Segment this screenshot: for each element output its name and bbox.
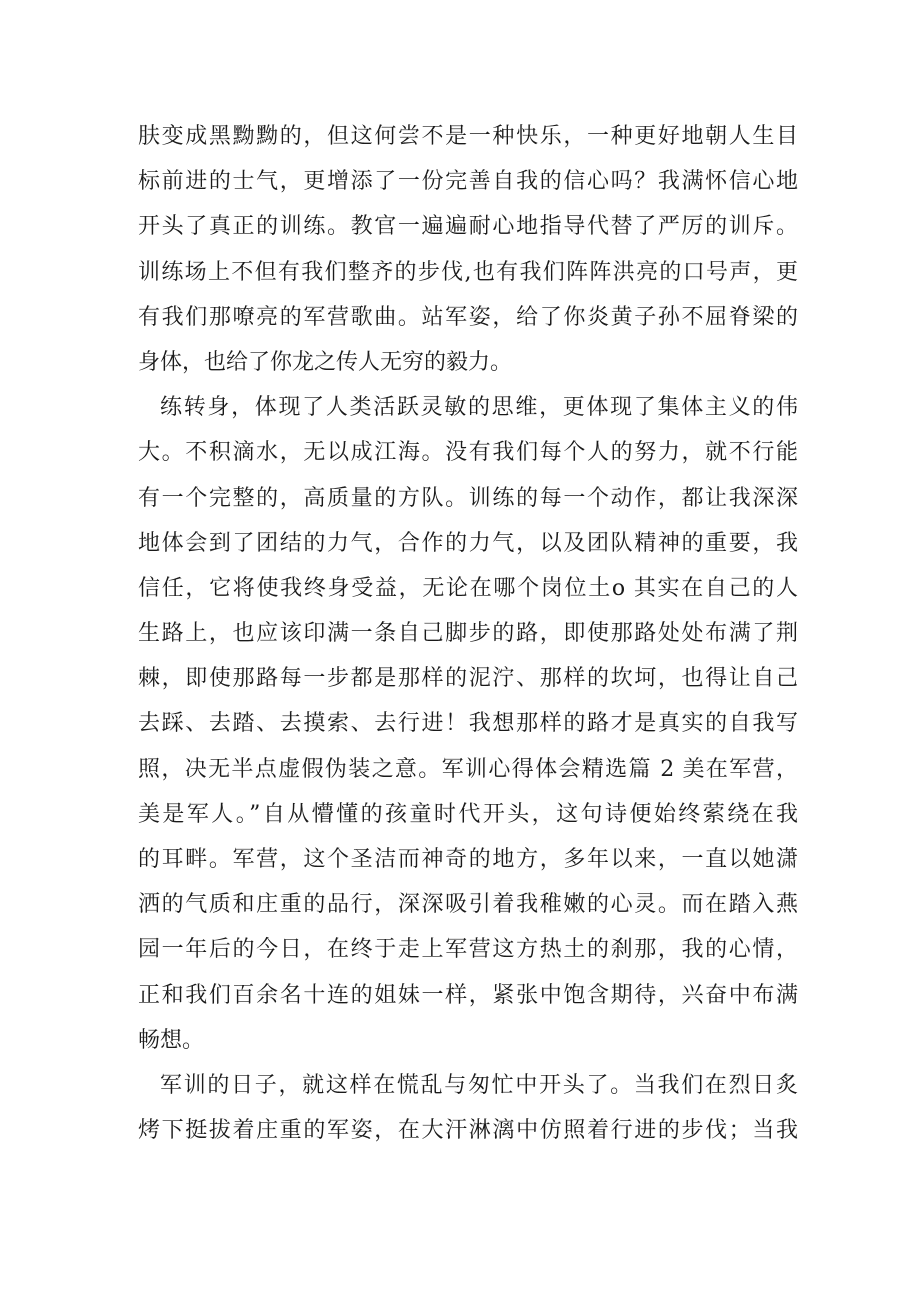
text-line: 练转身，体现了人类活跃灵敏的思维，更体现了集体主义的伟 (160, 395, 798, 421)
text-line: 正和我们百余名十连的姐妹一样，紧张中饱含期待，兴奋中布满 (138, 982, 798, 1008)
text-line: 棘，即使那路每一步都是那样的泥泞、那样的坎坷，也得让自己 (138, 666, 798, 692)
text-line: 去踩、去踏、去摸索、去行进！我想那样的路才是真实的自我写 (138, 711, 798, 737)
text-line: 畅想。 (138, 1027, 205, 1053)
text-line: 园一年后的今日，在终于走上军营这方热土的刹那，我的心情， (138, 937, 798, 963)
text-line: 美是军人。”自从懵懂的孩童时代开头，这句诗便始终萦绕在我 (138, 801, 798, 827)
document-body (138, 114, 798, 1153)
text-line: 生路上，也应该印满一条自己脚步的路，即使那路处处布满了荆 (138, 621, 798, 647)
text-line: 开头了真正的训练。教官一遍遍耐心地指导代替了严厉的训斥。 (138, 214, 798, 240)
text-line: 身体，也给了你龙之传人无穷的毅力。 (138, 349, 513, 375)
text-line: 照，决无半点虚假伪装之意。军训心得体会精选篇 2 美在军营， (138, 756, 798, 782)
text-line: 军训的日子，就这样在慌乱与匆忙中开头了。当我们在烈日炙 (160, 1072, 798, 1098)
text-line: 信任，它将使我终身受益，无论在哪个岗位土o 其实在自己的人 (138, 575, 798, 601)
text-line: 烤下挺拔着庄重的军姿，在大汗淋漓中仿照着行进的步伐；当我 (138, 1118, 798, 1144)
text-line: 训练场上不但有我们整齐的步伐,也有我们阵阵洪亮的口号声，更 (138, 259, 798, 285)
text-line: 洒的气质和庄重的品行，深深吸引着我稚嫩的心灵。而在踏入燕 (138, 892, 798, 918)
text-line: 地体会到了团结的力气，合作的力气，以及团队精神的重要，我 (138, 530, 798, 556)
text-line: 有我们那嘹亮的军营歌曲。站军姿，给了你炎黄子孙不屈脊梁的 (138, 304, 798, 330)
text-line: 肤变成黑黝黝的，但这何尝不是一种快乐，一种更好地朝人生目 (138, 124, 798, 149)
text-line: 标前进的士气，更增添了一份完善自我的信心吗？我满怀信心地 (138, 169, 798, 195)
text-line: 有一个完整的，高质量的方队。训练的每一个动作，都让我深深 (138, 485, 798, 511)
text-line: 的耳畔。军营，这个圣洁而神奇的地方，多年以来，一直以她潇 (138, 847, 798, 872)
text-line: 大。不积滴水，无以成江海。没有我们每个人的努力，就不行能 (138, 440, 798, 466)
